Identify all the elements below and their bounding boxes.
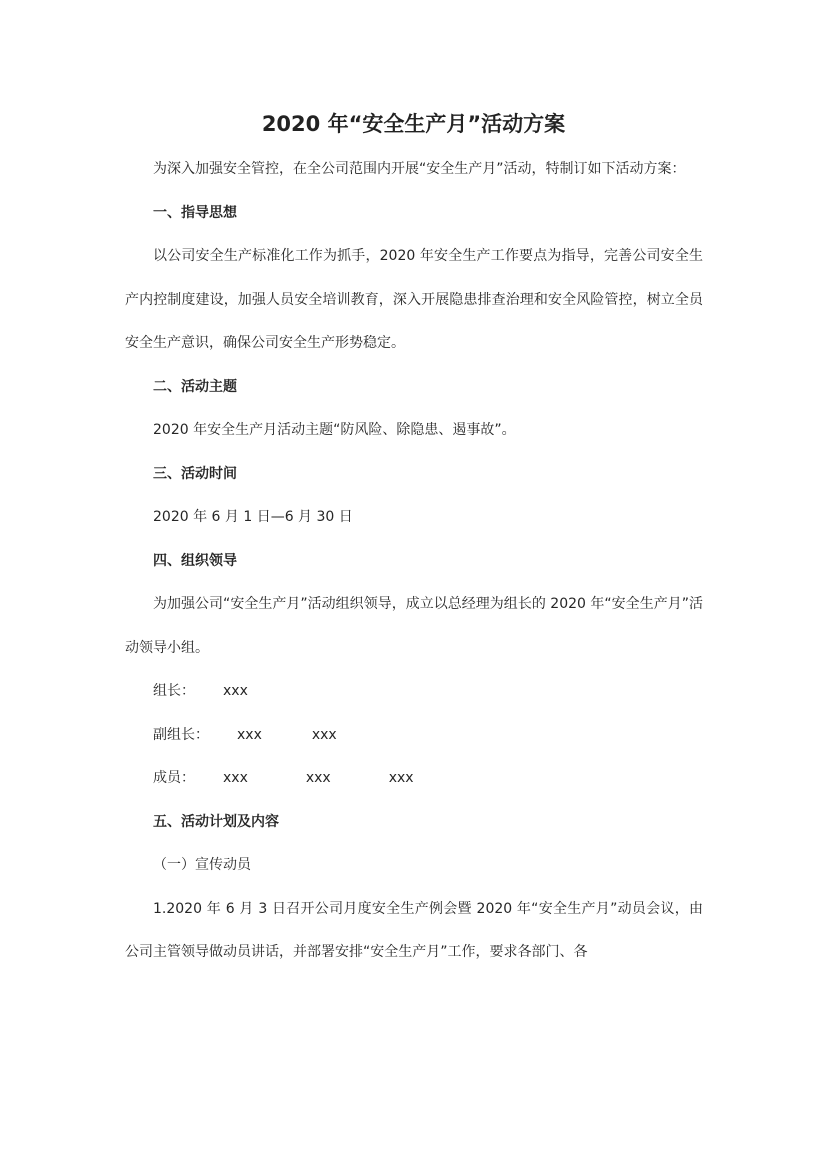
leader-line — [125, 670, 703, 714]
plan-subheading: （一）宣传动员 — [153, 857, 251, 873]
members-line — [125, 757, 703, 801]
leader-label: 组长： — [153, 683, 195, 699]
theme-paragraph: 2020 年安全生产月活动主题“防风险、除隐患、遏事故”。 — [153, 422, 516, 438]
member-name: xxx — [388, 770, 414, 786]
deputy-name: xxx — [237, 726, 262, 743]
guiding-ideology-paragraph: 以公司安全生产标准化工作为抓手，2020 年安全生产工作要点为指导，完善公司安全生产内控制度建设，加强人员安全培训教育，深入开展隐患排查治理和安全风险管控，树立全员安全生产意识，确保公司安全生产形势稳定。 — [125, 248, 703, 351]
section-heading-theme: 二、活动主题 — [153, 378, 237, 395]
document-body — [125, 148, 703, 975]
time-paragraph: 2020 年 6 月 1 日—6 月 30 日 — [153, 509, 353, 525]
deputy-line — [125, 714, 703, 758]
section-heading-time: 三、活动时间 — [153, 465, 237, 482]
section-heading-guiding-ideology: 一、指导思想 — [153, 204, 237, 221]
members-label: 成员： — [153, 770, 195, 786]
section-heading-plan: 五、活动计划及内容 — [153, 813, 279, 830]
plan-item-1: 1.2020 年 6 月 3 日召开公司月度安全生产例会暨 2020 年“安全生产月”动员会议，由公司主管领导做动员讲话，并部署安排“安全生产月”工作，要求各部门、各 — [125, 900, 703, 960]
member-name: xxx — [223, 770, 248, 786]
organization-paragraph: 为加强公司“安全生产月”活动组织领导，成立以总经理为组长的 2020 年“安全生产月”活动领导小组。 — [125, 596, 703, 656]
section-heading-organization: 四、组织领导 — [153, 552, 237, 569]
document-title: 2020 年“安全生产月”活动方案 — [261, 112, 566, 136]
deputy-name: xxx — [311, 726, 337, 743]
leader-name: xxx — [223, 683, 248, 699]
intro-paragraph: 为深入加强安全管控，在全公司范围内开展“安全生产月”活动，特制订如下活动方案： — [153, 161, 686, 177]
deputy-label: 副组长： — [153, 726, 209, 743]
member-name: xxx — [305, 770, 331, 786]
